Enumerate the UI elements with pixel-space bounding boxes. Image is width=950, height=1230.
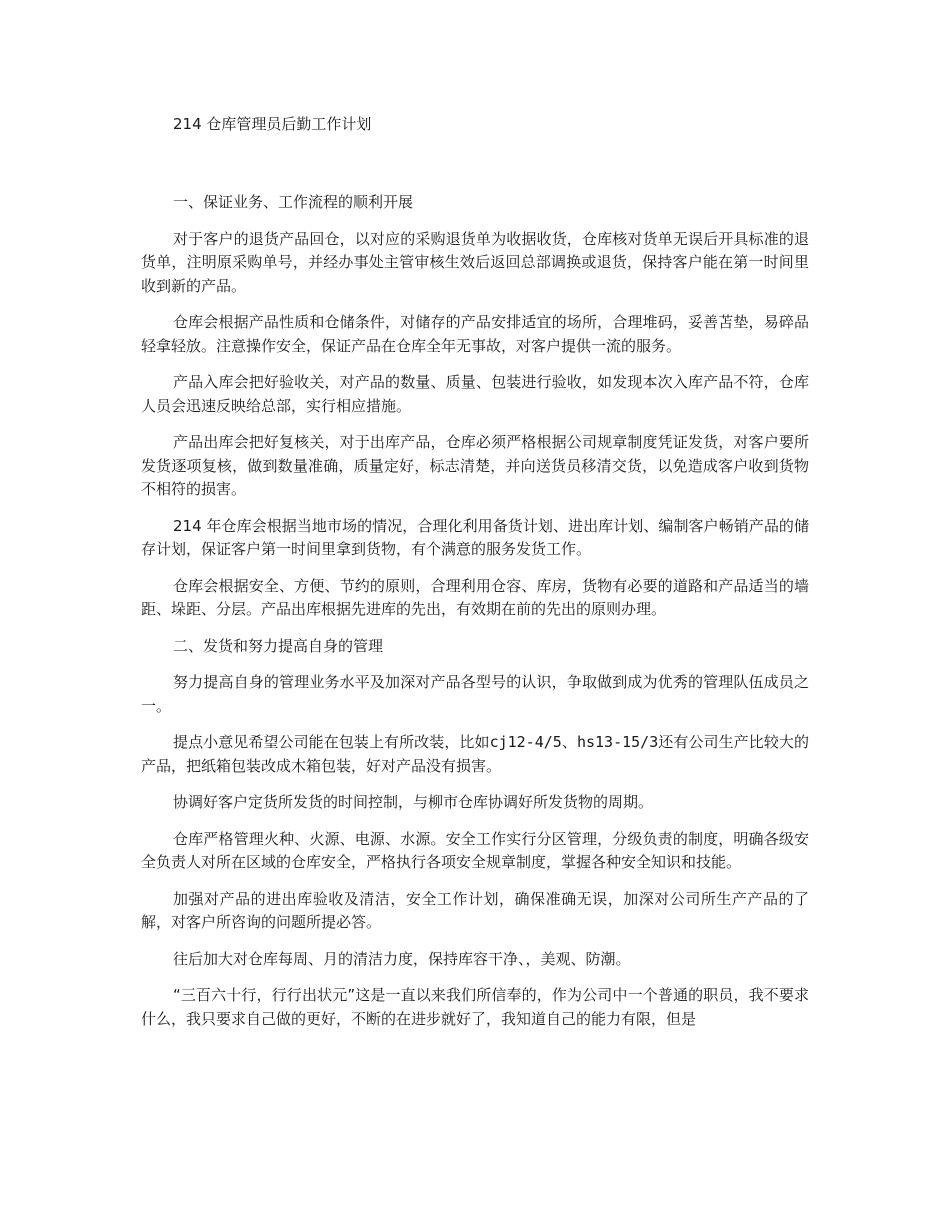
- paragraph-self-improvement: 努力提高自身的管理业务水平及加深对产品各型号的认识，争取做到成为优秀的管理队伍成员之一。: [141, 673, 809, 715]
- document-title: 214 仓库管理员后勤工作计划: [173, 115, 372, 133]
- packaging-text-end: 还有公司生产比较大的产品，把纸箱包装改成木箱包装，好对产品没有损害。: [141, 733, 809, 775]
- paragraph-returns: 对于客户的退货产品回仓，以对应的采购退货单为收据收货，仓库核对货单无误后开具标准的退货单，注明原采购单号，并经办事处主管审核生效后返回总部调换或退货，保持客户能在第一时间里收到新的产品。: [141, 229, 809, 295]
- paragraph-closing: “三百六十行，行行出状元”这是一直以来我们所信奉的，作为公司中一个普通的职员，我不要求什么，我只要求自己做的更好，不断的在进步就好了，我知道自己的能力有限，但是: [141, 986, 809, 1028]
- paragraph-safety: 仓库严格管理火种、火源、电源、水源。安全工作实行分区管理，分级负责的制度，明确各级安全负责人对所在区域的仓库安全，严格执行各项安全规章制度，掌握各种安全知识和技能。: [141, 829, 809, 871]
- paragraph-space-usage: 仓库会根据安全、方便、节约的原则，合理利用仓容、库房，货物有必要的道路和产品适当的墙距、垛距、分层。产品出库根据先进库的先出，有效期在前的先出的原则办理。: [141, 576, 809, 618]
- paragraph-coordination: 协调好客户定货所发货的时间控制，与柳市仓库协调好所发货物的周期。: [173, 793, 654, 811]
- paragraph-packaging-suggestion: [141, 731, 809, 778]
- paragraph-plan-214: 214 年仓库会根据当地市场的情况，合理化利用备货计划、进出库计划、编制客户畅销产品的储存计划，保证客户第一时间里拿到货物，有个满意的服务发货工作。: [141, 516, 809, 558]
- product-model-codes: cj12-4/5、hs13-15/3: [489, 733, 659, 751]
- section-heading-2: 二、发货和努力提高自身的管理: [173, 636, 384, 655]
- paragraph-outbound-check: 产品出库会把好复核关，对于出库产品，仓库必须严格根据公司规章制度凭证发货，对客户要所发货逐项复核，做到数量准确，质量定好，标志清楚，并向送货员移清交货，以免造成客户收到货物不相符的损害。: [141, 433, 809, 498]
- paragraph-cleanliness: 往后加大对仓库每周、月的清洁力度，保持库容干净、，美观、防潮。: [173, 949, 631, 968]
- paragraph-inbound-check: 产品入库会把好验收关，对产品的数量、质量、包装进行验收，如发现本次入库产品不符，仓库人员会迅速反映给总部，实行相应措施。: [141, 373, 809, 415]
- document-body: [141, 191, 809, 1044]
- packaging-text-start: 提点小意见希望公司能在包装上有所改装，比如: [173, 733, 490, 751]
- section-heading-1: 一、保证业务、工作流程的顺利开展: [173, 193, 414, 211]
- paragraph-storage: 仓库会根据产品性质和仓储条件，对储存的产品安排适宜的场所，合理堆码，妥善苫垫，易碎品轻拿轻放。注意操作安全，保证产品在仓库全年无事故，对客户提供一流的服务。: [141, 313, 809, 355]
- paragraph-inspection-cleaning: 加强对产品的进出库验收及清洁，安全工作计划，确保准确无误，加深对公司所生产产品的了解，对客户所咨询的问题所提必答。: [141, 889, 809, 931]
